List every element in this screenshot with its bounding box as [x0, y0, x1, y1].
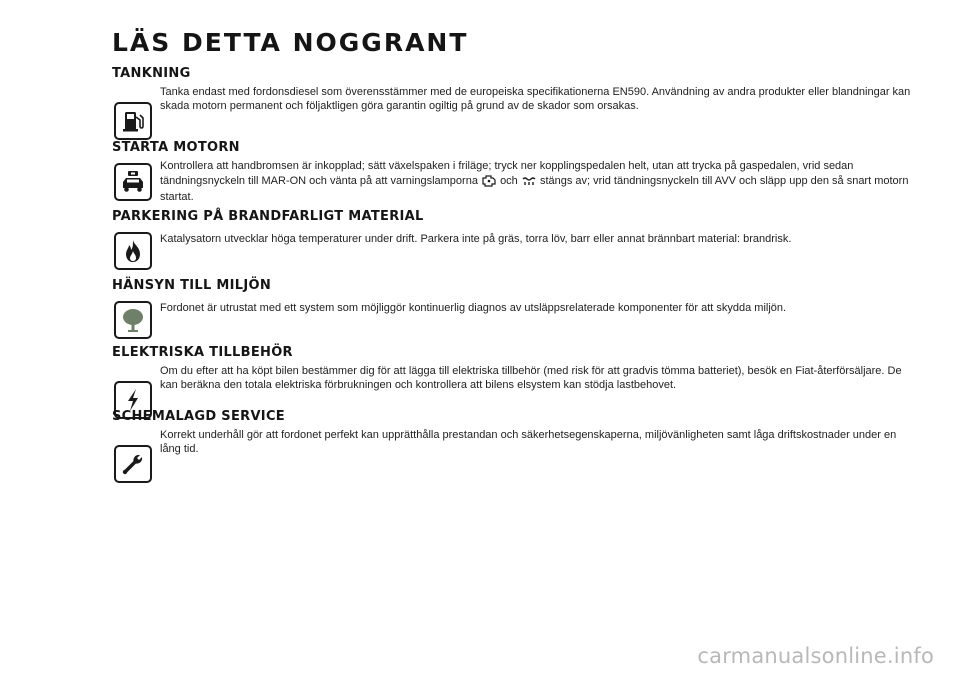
section-tankning	[112, 66, 912, 113]
section-text	[160, 160, 912, 205]
tree-icon	[114, 301, 152, 339]
section-heading: STARTA MOTORN	[112, 140, 240, 155]
section-elektriska	[112, 345, 912, 392]
section-text: Katalysatorn utvecklar höga temperaturer under drift. Parkera inte på gräs, torra löv, barr eller annat brännbart material: brandrisk.	[160, 233, 792, 245]
section-heading: ELEKTRISKA TILLBEHÖR	[112, 345, 293, 360]
start-text-before: Kontrollera att handbromsen är inkopplad; sätt växelspaken i friläge; tryck ner kopplingspedalen helt, utan att trycka på gaspedalen, vrid sedan tändningsnyckeln till MAR-ON och vänta på att varningslamporna	[160, 160, 854, 187]
page-title: LÄS DETTA NOGGRANT	[112, 28, 469, 57]
engine-warning-icon	[481, 174, 497, 192]
section-text: Om du efter att ha köpt bilen bestämmer dig för att lägga till elektriska tillbehör (med risk för att gradvis tömma batteriet), besök en Fiat-återförsäljare. De kan beräkna den totala elektriska förbrukningen och kontrollera att bilens elsystem kan stödja lastbehovet.	[160, 365, 902, 391]
wrench-icon	[114, 445, 152, 483]
section-text: Fordonet är utrustat med ett system som möjliggör kontinuerlig diagnos av utsläppsrelaterade komponenter för att skydda miljön.	[160, 302, 787, 314]
section-heading: HÄNSYN TILL MILJÖN	[112, 278, 272, 293]
section-heading: PARKERING PÅ BRANDFARLIGT MATERIAL	[112, 209, 424, 224]
section-starta-motorn	[112, 140, 912, 205]
section-service	[112, 409, 912, 456]
fuel-pump-icon	[114, 102, 152, 140]
section-heading: SCHEMALAGD SERVICE	[112, 409, 285, 424]
section-text: Tanka endast med fordonsdiesel som överensstämmer med de europeiska specifikationerna EN590. Användning av andra produkter eller blandningar kan skada motorn permanent och följaktligen göra garantin ogiltig på grund av de skador som orsakas.	[160, 86, 911, 112]
start-text-after: stängs av; vrid tändningsnyckeln till AVV och släpp upp den så snart motorn startat.	[160, 174, 909, 203]
section-parkering	[112, 209, 912, 247]
glow-plug-icon	[521, 176, 537, 192]
car-key-icon	[114, 163, 152, 201]
section-miljon	[112, 278, 912, 316]
section-heading: TANKNING	[112, 66, 191, 81]
start-text-and: och	[500, 174, 518, 187]
section-text: Korrekt underhåll gör att fordonet perfekt kan upprätthålla prestandan och säkerhetsegenskaperna, miljövänligheten samt låga driftskostnader under en lång tid.	[160, 429, 897, 455]
watermark: carmanualsonline.info	[697, 644, 934, 668]
flame-icon	[114, 232, 152, 270]
